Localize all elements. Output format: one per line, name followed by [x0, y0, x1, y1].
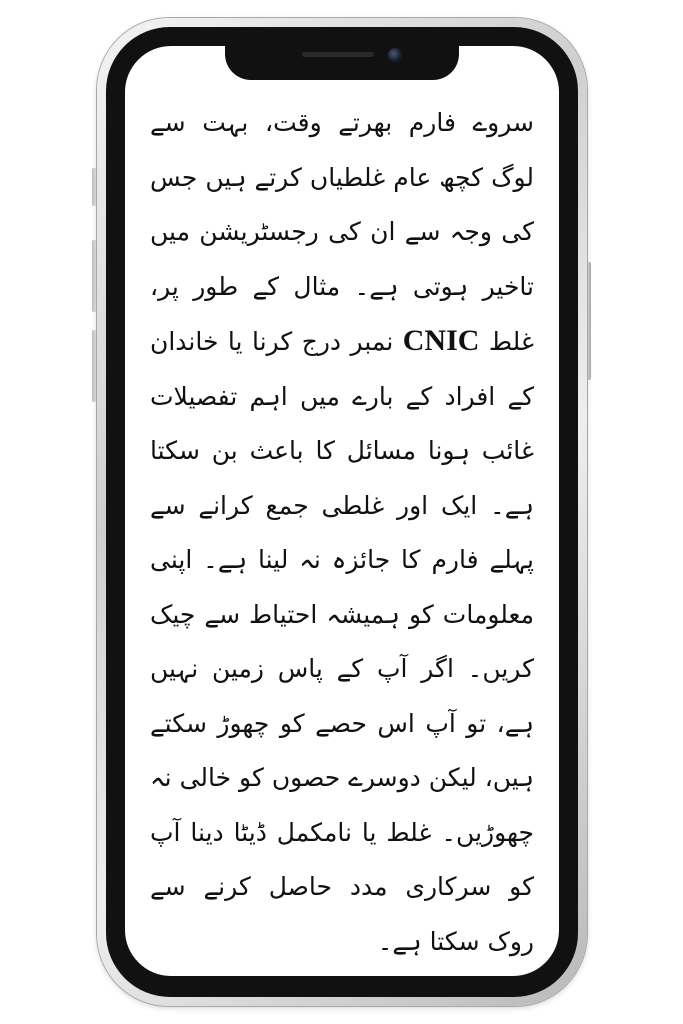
article-text-part-1: سروے فارم بھرتے وقت، بہت سے لوگ کچھ عام غلطیاں کرتے ہیں جس کی وجہ سے ان کی رجسٹریشن میں تاخیر ہوتی ہے۔ مثال کے طور پر، غلط — [150, 108, 534, 356]
front-camera-icon — [388, 48, 402, 62]
article-text-part-2: نمبر درج کرنا یا خاندان کے افراد کے بارے میں اہم تفصیلات غائب ہونا مسائل کا باعث بن سکتا ہے۔ ایک اور غلطی جمع کرانے سے پہلے فارم کا جائزہ نہ لینا ہے۔ اپنی معلومات کو ہمیشہ احتیاط سے چیک کریں۔ اگر آپ کے پاس زمین نہیں ہے، تو آپ اس حصے کو چھوڑ سکتے ہیں، لیکن دوسرے حصوں کو خالی نہ چھوڑیں۔ غلط یا نامکمل ڈیٹا دینا آپ کو سرکاری مدد حاصل کرنے سے روک سکتا ہے۔ — [150, 327, 534, 956]
phone-notch — [225, 44, 459, 80]
article-text — [150, 96, 534, 966]
cnic-acronym: CNIC — [402, 324, 480, 357]
earpiece-speaker — [302, 52, 374, 57]
